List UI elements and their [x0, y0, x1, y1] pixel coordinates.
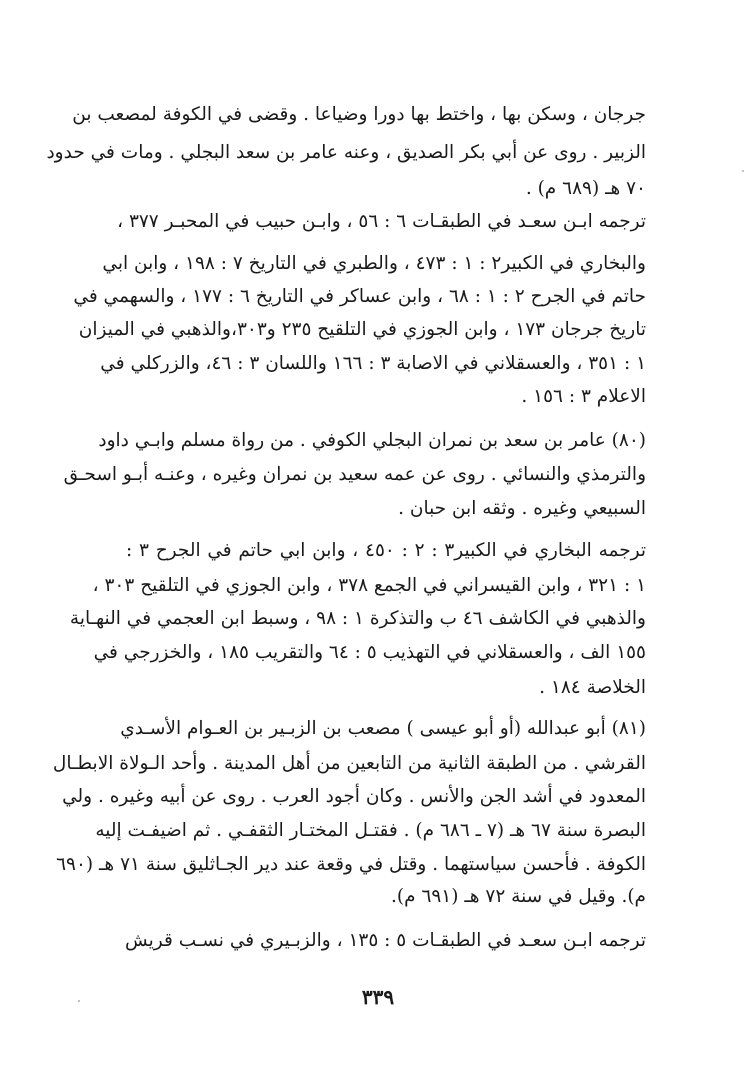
text-line: الخلاصة ١٨٤ . — [539, 677, 646, 698]
text-line: البصرة سنة ٦٧ هـ (٧ ـ ٦٨٦ م) . فقتـل المختـار الثقفـي . ثم اضيفـت إليه — [95, 820, 646, 841]
text-line: المعدود في أشد الجن والأنس . وكان أجود العرب . روى عن أبيه وغيره . ولي — [62, 786, 646, 807]
text-line: ترجمه ابـن سعـد في الطبقـات ٥ : ١٣٥ ، والزبـيري في نسـب قريش — [125, 930, 646, 951]
scan-speck — [78, 1000, 80, 1002]
text-line: م). وقيل في سنة ٧٢ هـ (٦٩١ م). — [391, 886, 646, 907]
text-line: الزبير . روى عن أبي بكر الصديق ، وعنه عامر بن سعد البجلي . ومات في حدود — [46, 142, 646, 163]
text-line: حاتم في الجرح ٢ : ١ : ٦٨ ، وابن عساكر في التاريخ ٦ : ١٧٧ ، والسهمي في — [73, 286, 646, 307]
text-line: (٨١) أبو عبدالله (أو أبو عيسى ) مصعب بن الزبـير بن العـوام الأسـدي — [120, 718, 646, 739]
text-line: ١ : ٣٥١ ، والعسقلاني في الاصابة ٣ : ١٦٦ واللسان ٣ : ٤٦، والزركلي في — [100, 353, 646, 374]
text-line: القرشي . من الطبقة الثانية من التابعين من أهل المدينة . وأحد الـولاة الابطـال — [52, 753, 646, 774]
text-line: والترمذي والنسائي . روى عن عمه سعيد بن نمران وغيره ، وعنـه أبـو اسحـق — [63, 464, 646, 485]
text-line: الكوفة . فأحسن سياستهما . وقتل في وقعة عند دير الجـاثليق سنة ٧١ هـ (٦٩٠ — [56, 854, 646, 875]
scan-speck — [742, 170, 744, 172]
text-line: ٧٠ هـ (٦٨٩ م) . — [525, 178, 646, 199]
text-line: جرجان ، وسكن بها ، واختط بها دورا وضياعا . وقضى في الكوفة لمصعب بن — [72, 104, 646, 125]
text-line: ترجمه ابـن سعـد في الطبقـات ٦ : ٥٦ ، وابـن حبيب في المحبـر ٣٧٧ ، — [117, 211, 646, 232]
page-number: ٣٣٩ — [361, 985, 395, 1009]
text-line: السبيعي وغيره . وثقه ابن حبان . — [398, 498, 646, 519]
text-line: والذهبي في الكاشف ٤٦ ب والتذكرة ١ : ٩٨ ، وسبط ابن العجمي في النهـاية — [69, 608, 646, 629]
text-line: تاريخ جرجان ١٧٣ ، وابن الجوزي في التلقيح ٢٣٥ و٣٠٣،والذهبي في الميزان — [78, 319, 646, 340]
text-line: ١ : ٣٢١ ، وابن القيسراني في الجمع ٣٧٨ ، وابن الجوزي في التلقيح ٣٠٣ ، — [92, 575, 646, 596]
text-line: ١٥٥ الف ، والعسقلاني في التهذيب ٥ : ٦٤ والتقريب ١٨٥ ، والخزرجي في — [93, 642, 646, 663]
text-line: ترجمه البخاري في الكبير٣ : ٢ : ٤٥٠ ، وابن ابي حاتم في الجرح ٣ : — [126, 540, 646, 561]
text-line: والبخاري في الكبير٢ : ١ : ٤٧٣ ، والطبري في التاريخ ٧ : ١٩٨ ، وابن ابي — [102, 253, 646, 274]
text-line: (٨٠) عامر بن سعد بن نمران البجلي الكوفي . من رواة مسلم وابـي داود — [98, 430, 646, 451]
text-line: الاعلام ٣ : ١٥٦ . — [521, 386, 646, 407]
